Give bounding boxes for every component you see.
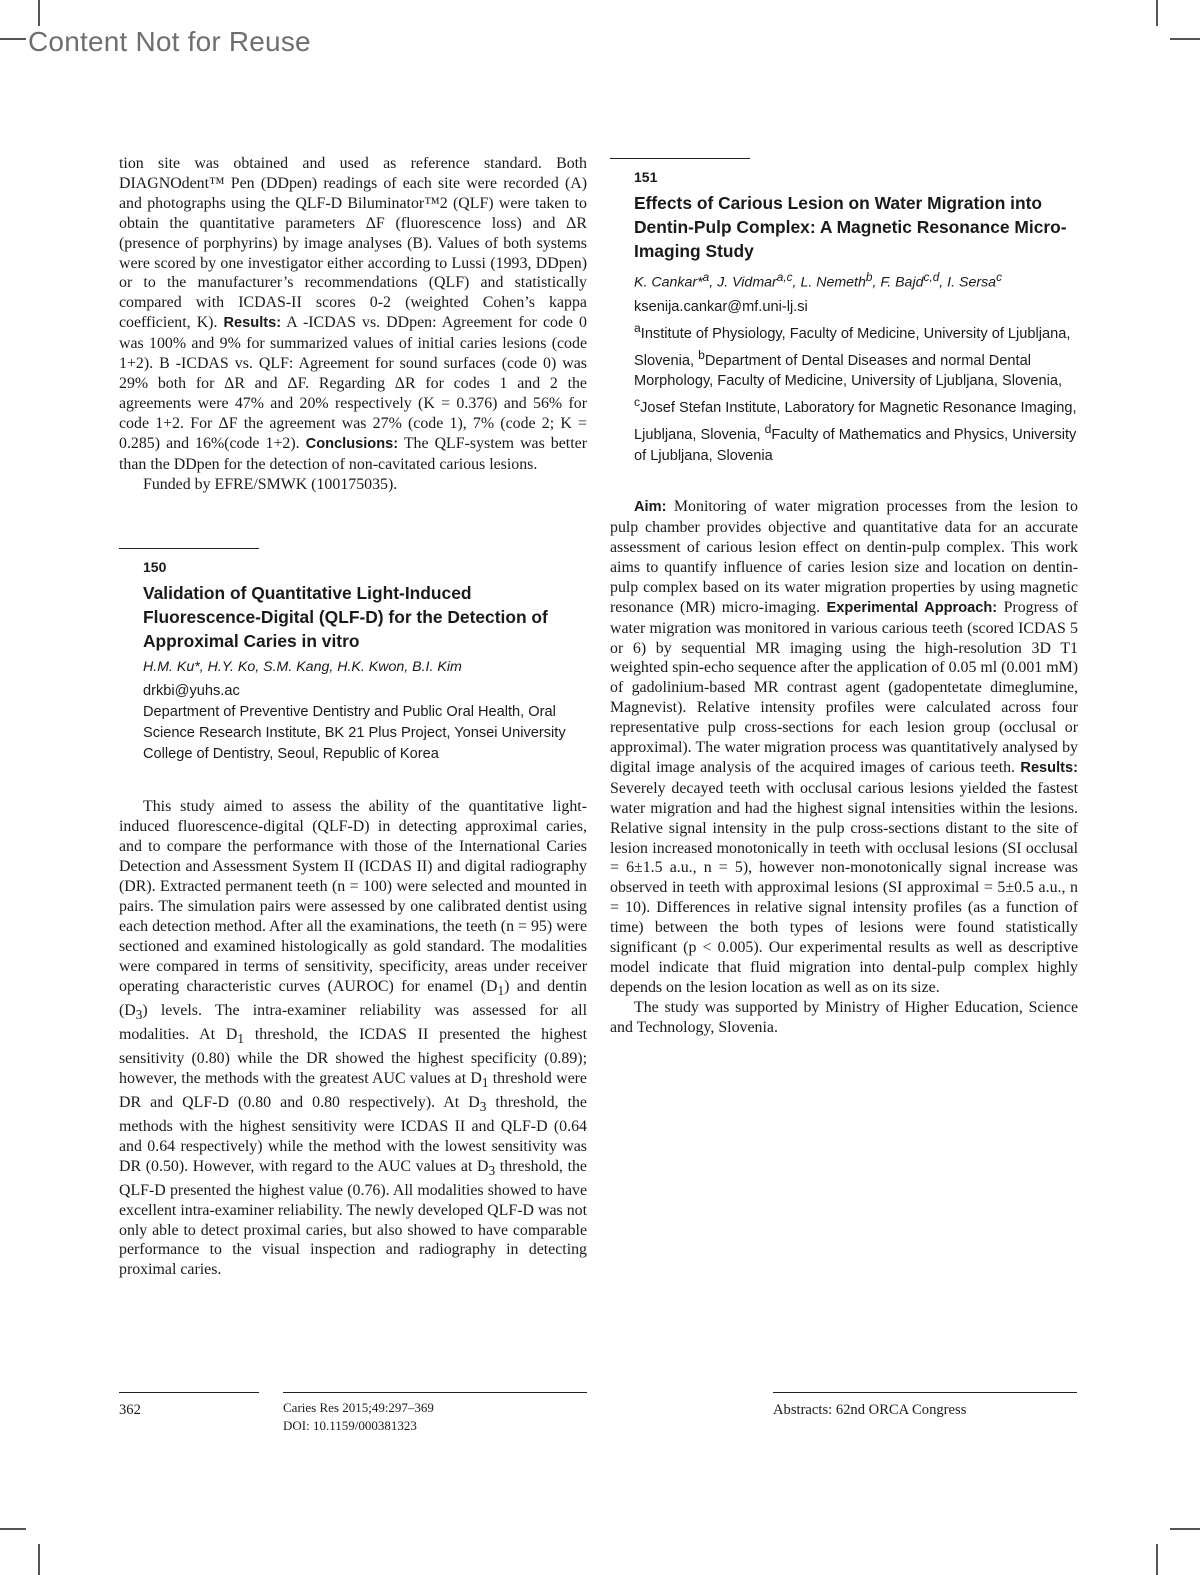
abstract-title: Effects of Carious Lesion on Water Migration into Dentin-Pulp Complex: A Magnetic Resonance Micro-Imaging Study	[634, 193, 1067, 261]
abstract-authors: H.M. Ku*, H.Y. Ko, S.M. Kang, H.K. Kwon, B.I. Kim	[143, 659, 462, 676]
subscript: 3	[488, 1162, 496, 1178]
text-segment: tion site was obtained and used as reference standard. Both DIAGNOdent™ Pen (DDpen) readings of each site were recorded (A) and photographs using the QLF-D Biluminator™2 (QLF) were taken to obtain the quantitative parameters ΔF (fluorescence loss) and ΔR (presence of porphyrins) by image analyses (B). Values of both systems were scored by one investigator either according to Lussi (1993, DDpen) or to the manufacturer’s recommendations (QLF) and statistically compared with ICDAS-II scores 0-2 (weighted Cohen’s kappa coefficient, K).	[119, 155, 587, 332]
author-superscript: c,d	[923, 270, 940, 284]
text-segment: ) and dentin (D	[119, 977, 587, 1019]
keyword-results: Results:	[223, 315, 282, 332]
affil-text: Josef Stefan Institute, Laboratory for Magnetic Resonance Imaging, Ljubljana, Slovenia,	[634, 400, 1077, 444]
keyword-approach: Experimental Approach:	[826, 599, 998, 616]
abstract-number: 151	[634, 169, 658, 185]
text-segment: Monitoring of water migration processes from the lesion to pulp chamber provides objective and quantitative data for an accurate assessment of carious lesion effect on dentin-pulp complex. This work aims to quantify influence of caries lesion size and location on dentin-pulp complex based on its water migration properties by using magnetic resonance (MR) micro-imaging.	[610, 498, 1078, 616]
subscript: 1	[497, 982, 505, 998]
abstract-rule	[610, 158, 750, 159]
text-segment: ) levels. The intra-examiner reliability was assessed for all modalities. At D	[119, 1001, 587, 1043]
crop-mark	[38, 1544, 40, 1575]
page-number: 362	[119, 1402, 141, 1418]
keyword-conclusions: Conclusions:	[305, 435, 399, 452]
abstract-authors	[634, 267, 1078, 293]
abstract-affiliation: Department of Preventive Dentistry and Public Oral Health, Oral Science Research Institute, BK 21 Plus Project, Yonsei University College of Dentistry, Seoul, Republic of Korea	[143, 704, 566, 763]
author-superscript: c	[996, 270, 1002, 284]
abstract-rule	[119, 548, 259, 549]
subscript: 1	[237, 1030, 245, 1046]
abstract-email[interactable]: ksenija.cankar@mf.uni-lj.si	[634, 298, 808, 315]
watermark: Content Not for Reuse	[28, 26, 311, 57]
text-segment: threshold, the QLF-D presented the highest value (0.76). All modalities showed to have excellent intra-examiner reliability. The newly developed QLF-D was not only able to detect proximal caries, but also showed to have comparable performance to the visual inspection and radiography in detecting proximal caries.	[119, 1157, 587, 1279]
funding-paragraph: The study was supported by Ministry of Higher Education, Science and Technology, Slovenia.	[610, 998, 1078, 1036]
page-footer	[119, 1392, 1077, 1452]
subscript: 3	[479, 1098, 487, 1114]
section-title: Abstracts: 62nd ORCA Congress	[773, 1402, 967, 1418]
abstract-email[interactable]: drkbi@yuhs.ac	[143, 683, 240, 700]
affil-text: Institute of Physiology, Faculty of Medicine, University of Ljubljana, Slovenia,	[634, 325, 1071, 369]
doi[interactable]: DOI: 10.1159/000381323	[283, 1418, 417, 1433]
author-superscript: a	[702, 270, 710, 284]
footer-rule	[119, 1392, 259, 1393]
text-segment: A -ICDAS vs. DDpen: Agreement for code 0 was 100% and 9% for summarized values of initial caries lesions (code 1+2). B -ICDAS vs. QLF: Agreement for sound surfaces (code 0) was 29% both for ΔR and ΔF. Regarding ΔR for codes 1 and 2 the agreements were 47% and 20% respectively (K = 0.376) and 56% for code 1+2. For ΔF the agreement was 27% (code 1), 7% (code 2; K = 0.285) and 16%(code 1+2).	[119, 314, 587, 452]
author-name: K. Cankar*	[634, 274, 703, 291]
affil-superscript: c	[634, 395, 641, 410]
author-separator: ,	[709, 274, 718, 291]
abstract-affiliation	[634, 318, 1078, 467]
journal-citation: Caries Res 2015;49:297–369	[283, 1400, 434, 1415]
affil-text: Faculty of Mathematics and Physics, University of Ljubljana, Slovenia	[634, 427, 1077, 465]
text-segment: This study aimed to assess the ability of the quantitative light-induced fluorescence-digital (QLF-D) in detecting approximal caries, and to compare the performance with those of the International Caries Detection and Assessment System II (ICDAS II) and digital radiography (DR). Extracted permanent teeth (n = 100) were selected and mounted in pairs. The simulation pairs were assessed by one calibrated dentist using each detection method. After all the examinations, the teeth (n = 95) were sectioned and examined histologically as gold standard. The modalities were compared in terms of sensitivity, specificity, areas under receiver operating characteristic curves (AUROC) for enamel (D	[119, 798, 587, 995]
text-segment: threshold were DR and QLF-D (0.80 and 0.80 respectively). At D	[119, 1069, 587, 1111]
author-separator: ,	[939, 274, 948, 291]
abstract-title: Validation of Quantitative Light-Induced Fluorescence-Digital (QLF-D) for the Detection of Approximal Caries in vitro	[143, 583, 548, 652]
crop-mark	[0, 38, 26, 40]
text-segment: threshold, the methods with the highest sensitivity were ICDAS II and QLF-D (0.64 and 0.64 respectively) while the method with the lowest sensitivity was DR (0.50). However, with regard to the AUC values at D	[119, 1093, 587, 1175]
keyword-aim: Aim:	[634, 499, 667, 516]
affil-superscript: a	[634, 320, 641, 335]
subscript: 1	[481, 1074, 489, 1090]
crop-mark	[1170, 38, 1200, 40]
crop-mark	[1156, 0, 1158, 26]
text-segment: The QLF-system was better than the DDpen for the detection of non-cavitated carious lesions.	[119, 434, 587, 473]
affil-superscript: d	[764, 422, 772, 437]
author-separator: ,	[792, 274, 801, 291]
left-column	[119, 154, 587, 1280]
affil-superscript: b	[698, 347, 705, 362]
keyword-results: Results:	[1020, 759, 1078, 776]
footer-rule	[773, 1392, 1077, 1393]
author-superscript: a,c	[776, 270, 793, 284]
text-segment: threshold, the ICDAS II presented the highest sensitivity (0.80) while the DR showed the highest specificity (0.89); however, the methods with the greatest AUC values at D	[119, 1025, 588, 1087]
author-name: L. Nemeth	[800, 274, 866, 291]
author-name: F. Bajd	[880, 274, 924, 291]
author-name: J. Vidmar	[717, 274, 777, 291]
text-segment: Progress of water migration was monitored in various carious teeth (scored ICDAS 5 or 6) by sequential MR imaging using the high-resolution 3D T1 weighted spin-echo sequence after the application of 0.05 ml (0.001 mM) of gadolinium-based MR contrast agent (gadopentetate dimeglumine, Magnevist). Relative intensity profiles were calculated across four representative pulp cross-sections for each lesion group (occlusal or approximal). The water migration process was quantitatively analysed by digital image analysis of the acquired images of carious teeth.	[610, 598, 1078, 776]
abstract-number: 150	[143, 559, 167, 576]
crop-mark	[1156, 1544, 1158, 1575]
author-superscript: b	[865, 270, 873, 284]
text-segment: Severely decayed teeth with occlusal carious lesions yielded the fastest water migration and had the highest signal intensities within the lesions. Relative signal intensity in the pulp cross-sections distant to the site of lesion increased monotonically in teeth with occlusal lesions (SI occlusal = 6±1.5 a.u., n = 5), however non-monotonically signal increase was observed in teeth with approximal lesions (SI approximal = 5±0.5 a.u., n = 10). Differences in relative signal intensity profiles (as a function of time) between the both types of lesions were found statistically significant (p < 0.005). Our experimental results as well as descriptive model indicate that fluid migration into dental-pulp complex highly depends on the lesion location as well as on its size.	[610, 779, 1078, 996]
crop-mark	[0, 1528, 26, 1530]
funding-paragraph: Funded by EFRE/SMWK (100175035).	[143, 475, 398, 493]
right-column	[610, 154, 1078, 1038]
author-separator: ,	[872, 274, 881, 291]
affil-text: Department of Dental Diseases and normal Dental Morphology, Faculty of Medicine, University of Ljubljana, Slovenia,	[634, 352, 1063, 390]
crop-mark	[1170, 1528, 1200, 1530]
continuation-paragraph	[119, 154, 587, 475]
subscript: 3	[135, 1006, 143, 1022]
crop-mark	[38, 0, 40, 26]
footer-rule	[283, 1392, 587, 1393]
abstract-body	[610, 497, 1078, 998]
author-name: I. Sersa	[947, 274, 997, 291]
abstract-body	[119, 797, 587, 1280]
